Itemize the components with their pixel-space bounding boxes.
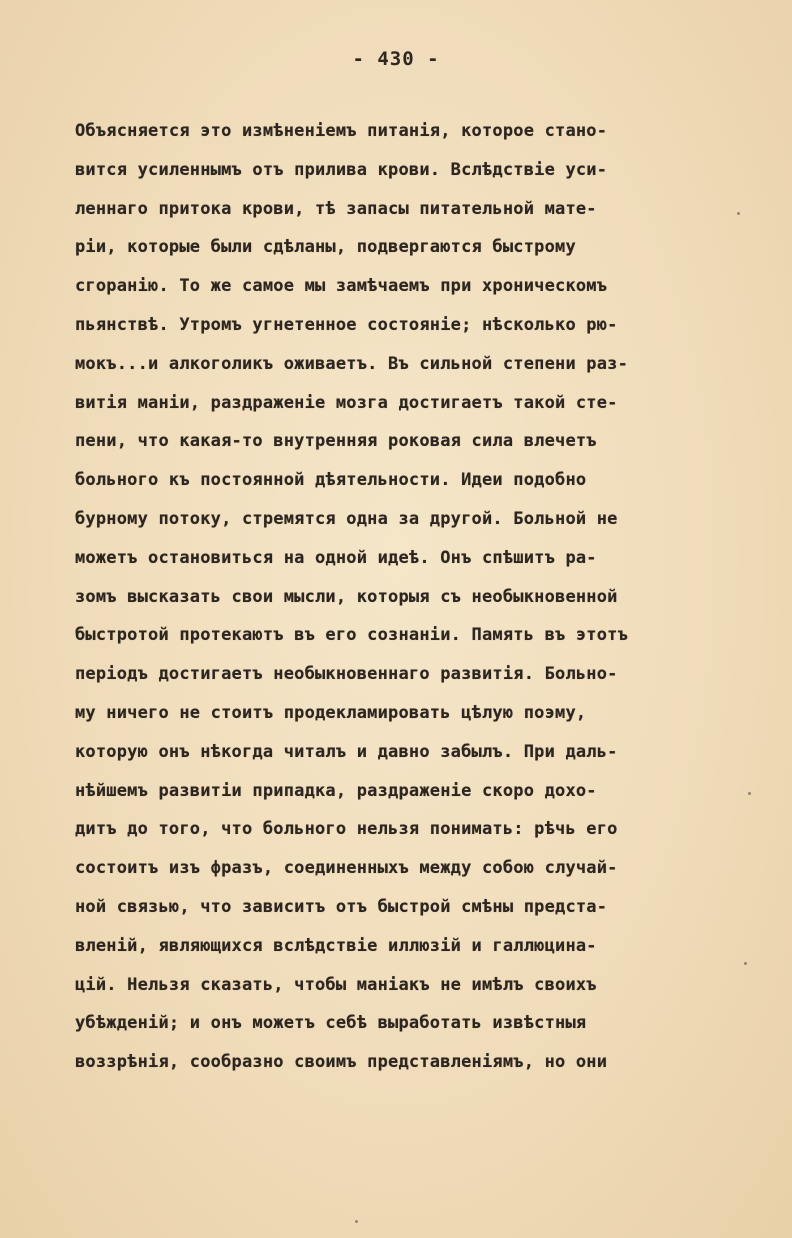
text-line: быстротой протекаютъ въ его сознанiи. Память въ этотъ bbox=[75, 625, 629, 646]
paper-speck bbox=[355, 1220, 358, 1223]
text-line: нѣйшемъ развитiи припадка, раздраженiе скоро дохо- bbox=[75, 780, 597, 801]
text-line: цiй. Нельзя сказать, чтобы манiакъ не имѣлъ своихъ bbox=[75, 974, 597, 995]
text-line: витiя манiи, раздраженiе мозга достигаетъ такой сте- bbox=[75, 392, 618, 413]
text-line: леннаго притока крови, тѣ запасы питательной мате- bbox=[75, 198, 597, 219]
text-line: больного къ постоянной дѣятельности. Идеи подобно bbox=[75, 470, 587, 491]
text-line: состоитъ изъ фразъ, соединенныхъ между собою случай- bbox=[75, 858, 618, 879]
text-line: ной связью, что зависитъ отъ быстрой смѣны предста- bbox=[75, 896, 608, 917]
text-line: пени, что какая-то внутренняя роковая сила влечетъ bbox=[75, 431, 597, 452]
text-line: мокъ...и алкоголикъ оживаетъ. Въ сильной степени раз- bbox=[75, 353, 629, 374]
text-line: воззрѣнiя, сообразно своимъ представленiямъ, но они bbox=[75, 1052, 608, 1073]
text-line: рiи, которые были сдѣланы, подвергаются быстрому bbox=[75, 237, 576, 258]
paper-speck bbox=[748, 792, 751, 795]
text-line: можетъ остановиться на одной идеѣ. Онъ спѣшитъ ра- bbox=[75, 547, 597, 568]
paper-speck bbox=[737, 212, 740, 215]
text-line: му ничего не стоитъ продекламировать цѣлую поэму, bbox=[75, 702, 587, 723]
text-line: перiодъ достигаетъ необыкновеннаго развитiя. Больно- bbox=[75, 664, 618, 685]
text-line: зомъ высказать свои мысли, которыя съ необыкновенной bbox=[75, 586, 618, 607]
text-line: вится усиленнымъ отъ прилива крови. Вслѣдствiе уси- bbox=[75, 159, 608, 180]
text-line: пьянствѣ. Утромъ угнетенное состоянiе; нѣсколько рю- bbox=[75, 314, 618, 335]
paper-speck bbox=[744, 962, 747, 965]
text-line: сгоранiю. То же самое мы замѣчаемъ при хроническомъ bbox=[75, 276, 608, 297]
text-line: дитъ до того, что больного нельзя понимать: рѣчь его bbox=[75, 819, 618, 840]
text-line: убѣжденiй; и онъ можетъ себѣ выработать извѣстныя bbox=[75, 1013, 587, 1034]
body-text bbox=[75, 112, 735, 1082]
text-line: бурному потоку, стремятся одна за другой. Больной не bbox=[75, 508, 618, 529]
text-line: Объясняется это измѣненiемъ питанiя, которое стано- bbox=[75, 121, 608, 141]
text-line: вленiй, являющихся вслѣдствiе иллюзiй и галлюцина- bbox=[75, 935, 597, 956]
text-line: которую онъ нѣкогда читалъ и давно забылъ. При даль- bbox=[75, 741, 618, 762]
page-number: - 430 - bbox=[352, 48, 440, 70]
